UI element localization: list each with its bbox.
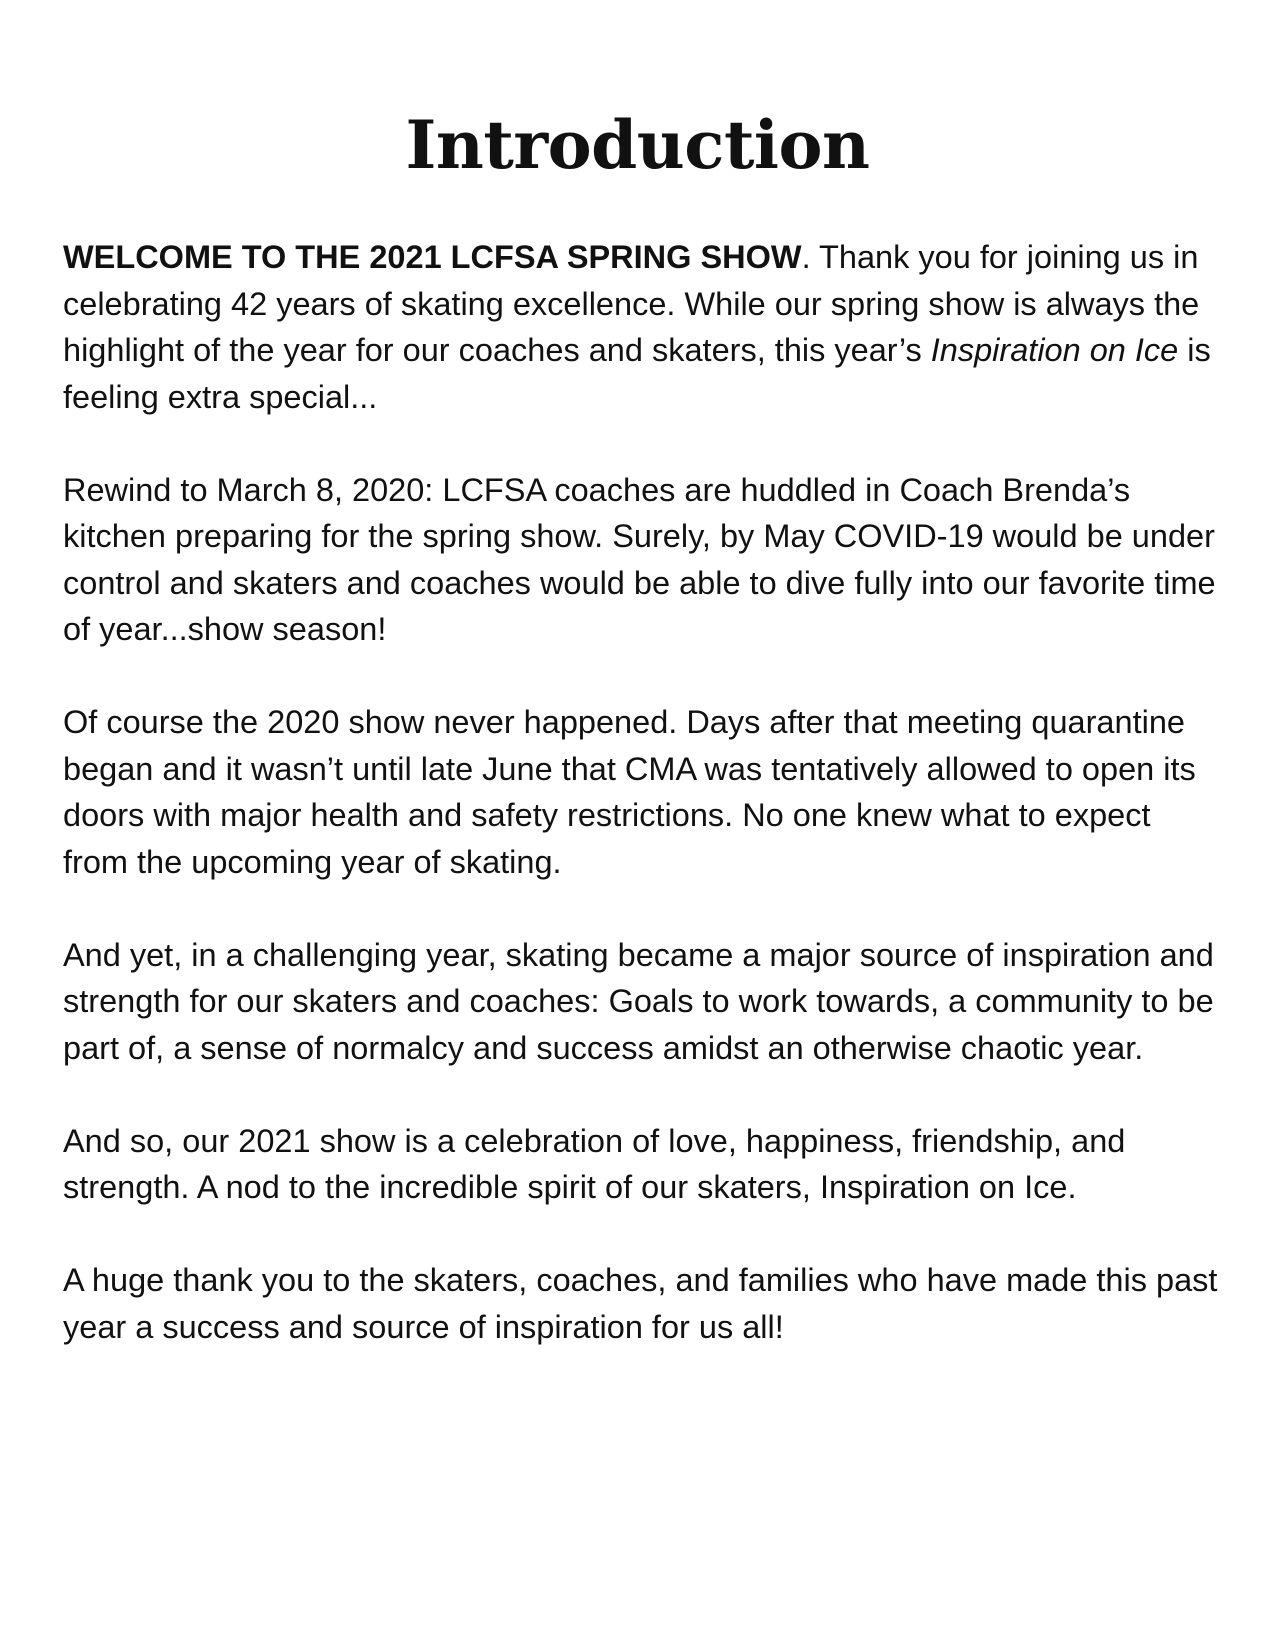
paragraph-welcome <box>63 234 1223 420</box>
paragraph-challenging-year: And yet, in a challenging year, skating became a major source of inspiration and strength for our skaters and coaches: Goals to work towards, a community to be part of, a sense of normalcy and success amidst an otherwise chaotic year. <box>63 936 1214 1066</box>
document-body <box>63 234 1223 1397</box>
paragraph-2020-show: Of course the 2020 show never happened. Days after that meeting quarantine began and it wasn’t until late June that CMA was tentatively allowed to open its doors with major health and safety restrictions. No one knew what to expect from the upcoming year of skating. <box>63 704 1196 880</box>
paragraph-thank-you: A huge thank you to the skaters, coaches, and families who have made this past year a success and source of inspiration for us all! <box>63 1262 1218 1345</box>
paragraph-rewind: Rewind to March 8, 2020: LCFSA coaches are huddled in Coach Brenda’s kitchen preparing for the spring show. Surely, by May COVID-19 would be under control and skaters and coaches would be able to dive fully into our favorite time of year...show season! <box>63 471 1216 647</box>
welcome-heading: WELCOME TO THE 2021 LCFSA SPRING SHOW <box>63 239 802 275</box>
welcome-text: . Thank you for joining us in celebrating 42 years of skating excellence. While our spring show is always the highlight of the year for our coaches and skaters, this year’s <box>63 239 1200 368</box>
paragraph-celebration: And so, our 2021 show is a celebration of love, happiness, friendship, and strength. A nod to the incredible spirit of our skaters, Inspiration on Ice. <box>63 1122 1126 1205</box>
show-title-italic: Inspiration on Ice <box>930 332 1179 368</box>
page-title: Introduction <box>405 106 870 184</box>
welcome-text-end: is feeling extra special... <box>63 332 1211 415</box>
